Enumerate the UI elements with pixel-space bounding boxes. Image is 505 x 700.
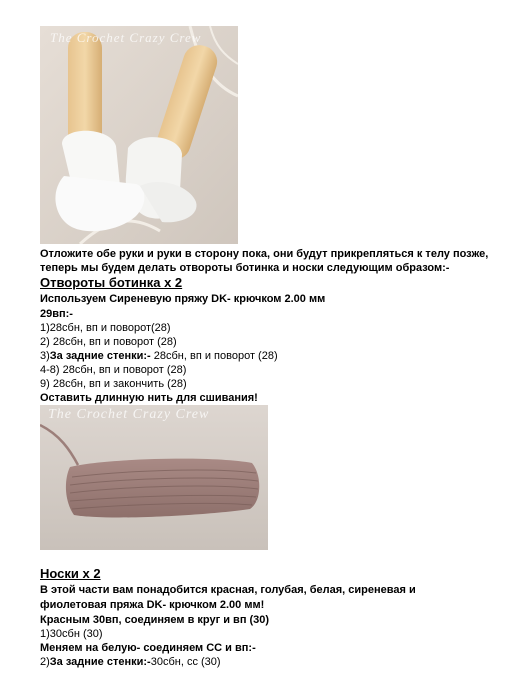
socks-row-2: [40, 655, 221, 669]
photo-watermark: The Crochet Crazy Crew: [50, 30, 202, 45]
cuffs-row-3-prefix: 3): [40, 350, 50, 362]
socks-intro-2: фиолетовая пряжа DK- крючком 2.00 мм!: [40, 599, 265, 611]
cuff-photo: [40, 405, 268, 550]
cuffs-chain: 29вп:-: [40, 308, 73, 320]
socks-heading: Носки x 2: [40, 566, 101, 581]
socks-intro-1: В этой части вам понадобится красная, голубая, белая, сиреневая и: [40, 584, 416, 596]
arms-photo-illustration: [40, 26, 238, 244]
cuffs-row-3-bold: За задние стенки:-: [49, 350, 151, 362]
socks-change: Меняем на белую- соединяем СС и вп:-: [40, 642, 256, 654]
socks-red: Красным 30вп, соединяем в круг и вп (30): [40, 614, 270, 626]
cuffs-row-4: 4-8) 28сбн, вп и поворот (28): [40, 364, 187, 376]
intro-line-2: теперь мы будем делать отвороты ботинка и носки следующим образом:-: [40, 262, 450, 274]
cuffs-row-5: 9) 28сбн, вп и закончить (28): [40, 378, 187, 390]
socks-row-2-text: 30сбн, сс (30): [150, 656, 221, 668]
photo-watermark: The Crochet Crazy Crew: [48, 407, 210, 422]
cuff-photo-illustration: [40, 405, 268, 550]
socks-row-2-bold: За задние стенки:-: [49, 656, 151, 668]
intro-line-1: Отложите обе руки и руки в сторону пока, они будут прикрепляться к телу позже,: [40, 248, 489, 260]
cuffs-yarn: Используем Сиреневую пряжу DK- крючком 2.00 мм: [40, 293, 326, 305]
arms-photo: [40, 26, 238, 244]
socks-row-2-prefix: 2): [40, 656, 50, 668]
cuffs-row-1: 1)28сбн, вп и поворот(28): [40, 322, 171, 334]
cuffs-finish: Оставить длинную нить для сшивания!: [40, 392, 258, 404]
cuffs-row-3-text: 28сбн, вп и поворот (28): [150, 350, 278, 362]
socks-row-1: 1)30сбн (30): [40, 628, 103, 640]
cuffs-heading: Отвороты ботинка x 2: [40, 275, 183, 290]
cuffs-row-2: 2) 28сбн, вп и поворот (28): [40, 336, 177, 348]
cuffs-row-3: [40, 349, 278, 363]
